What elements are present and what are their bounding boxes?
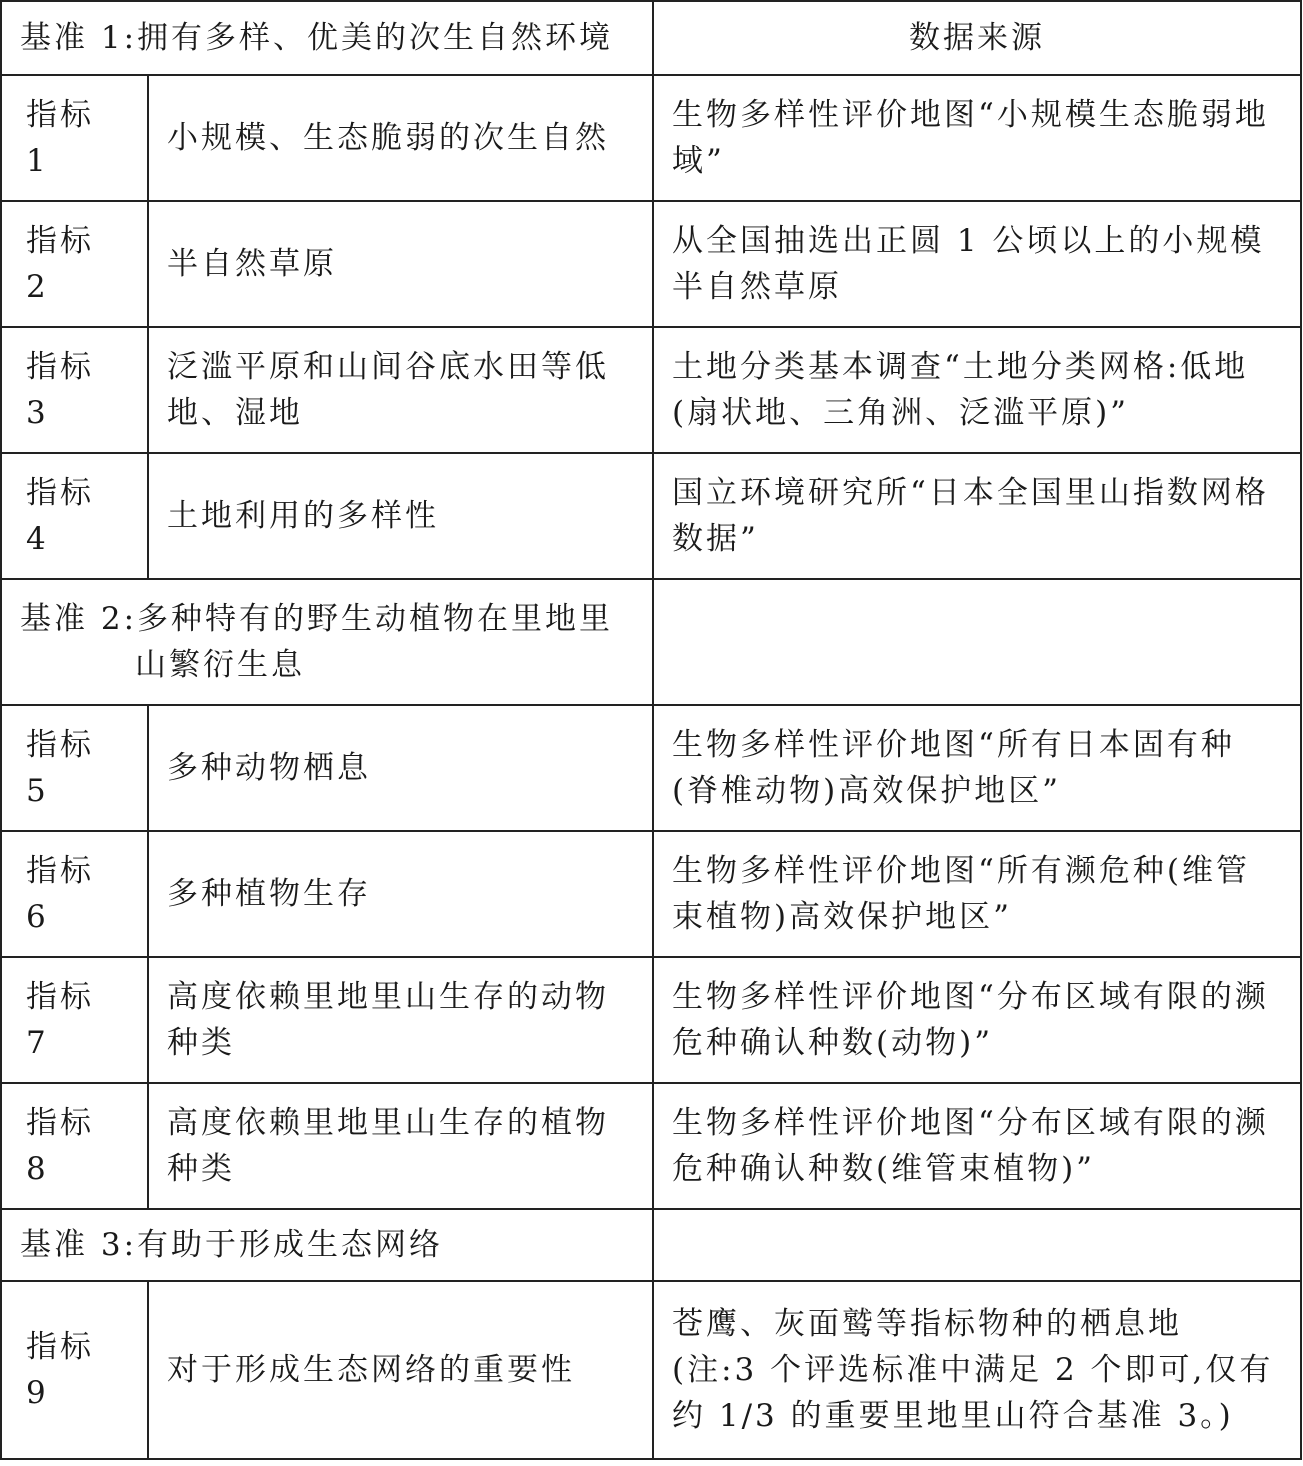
indicator-description: 多种动物栖息 (148, 705, 653, 831)
table-row (1, 327, 1301, 453)
table-row (1, 75, 1301, 201)
indicator-label: 指标 3 (1, 327, 148, 453)
indicator-source: 生物多样性评价地图“分布区域有限的濒危种确认种数(维管束植物)” (653, 1083, 1301, 1209)
indicator-source: 生物多样性评价地图“分布区域有限的濒危种确认种数(动物)” (653, 957, 1301, 1083)
criterion-row (1, 1209, 1301, 1281)
indicator-label: 指标 6 (1, 831, 148, 957)
indicator-description: 高度依赖里地里山生存的植物种类 (148, 1083, 653, 1209)
criterion-2-heading (1, 579, 653, 705)
indicator-description: 土地利用的多样性 (148, 453, 653, 579)
criterion-1-heading: 基准 1:拥有多样、优美的次生自然环境 (1, 1, 653, 75)
table-row (1, 831, 1301, 957)
indicator-label: 指标 9 (1, 1281, 148, 1459)
table-row (1, 957, 1301, 1083)
table-row (1, 1083, 1301, 1209)
indicator-source: 国立环境研究所“日本全国里山指数网格数据” (653, 453, 1301, 579)
indicator-description: 半自然草原 (148, 201, 653, 327)
table-row (1, 705, 1301, 831)
indicator-label: 指标 5 (1, 705, 148, 831)
indicator-label: 指标 1 (1, 75, 148, 201)
indicator-source: 土地分类基本调查“土地分类网格:低地(扇状地、三角洲、泛滥平原)” (653, 327, 1301, 453)
table-row (1, 453, 1301, 579)
table-row (1, 1281, 1301, 1459)
source-line: 苍鹰、灰面鹫等指标物种的栖息地 (672, 1306, 1182, 1342)
criterion-2-text: 基准 2:多种特有的野生动植物在里地里山繁衍生息 (20, 601, 614, 683)
empty-source-cell (653, 1209, 1301, 1281)
indicator-label: 指标 4 (1, 453, 148, 579)
indicator-label: 指标 2 (1, 201, 148, 327)
indicator-label: 指标 7 (1, 957, 148, 1083)
indicator-description: 高度依赖里地里山生存的动物种类 (148, 957, 653, 1083)
indicator-source (653, 1281, 1301, 1459)
indicator-source: 生物多样性评价地图“所有日本固有种(脊椎动物)高效保护地区” (653, 705, 1301, 831)
criterion-3-heading: 基准 3:有助于形成生态网络 (1, 1209, 653, 1281)
indicator-source: 从全国抽选出正圆 1 公顷以上的小规模半自然草原 (653, 201, 1301, 327)
indicator-description: 小规模、生态脆弱的次生自然 (148, 75, 653, 201)
data-source-heading: 数据来源 (653, 1, 1301, 75)
table-row (1, 201, 1301, 327)
criterion-row (1, 579, 1301, 705)
empty-source-cell (653, 579, 1301, 705)
indicator-description: 泛滥平原和山间谷底水田等低地、湿地 (148, 327, 653, 453)
table-header-row (1, 1, 1301, 75)
indicator-source: 生物多样性评价地图“小规模生态脆弱地域” (653, 75, 1301, 201)
indicator-source: 生物多样性评价地图“所有濒危种(维管束植物)高效保护地区” (653, 831, 1301, 957)
indicator-label: 指标 8 (1, 1083, 148, 1209)
source-note: (注:3 个评选标准中满足 2 个即可,仅有约 1/3 的重要里地里山符合基准 3。) (672, 1352, 1274, 1434)
indicator-description: 对于形成生态网络的重要性 (148, 1281, 653, 1459)
indicator-description: 多种植物生存 (148, 831, 653, 957)
